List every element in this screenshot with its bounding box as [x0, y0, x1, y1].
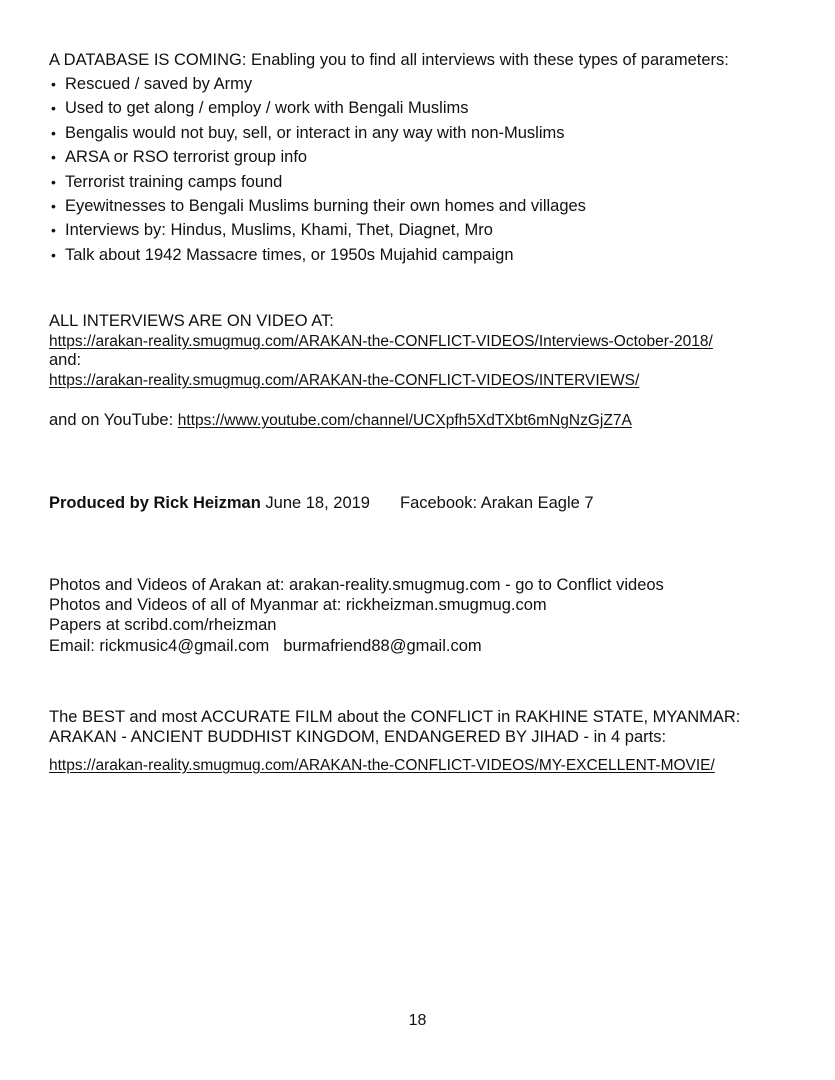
interviews-october-2018-link[interactable]: https://arakan-reality.smugmug.com/ARAKAN-the-CONFLICT-VIDEOS/Interviews-October-2018/: [49, 333, 713, 350]
database-heading: A DATABASE IS COMING: Enabling you to find all interviews with these types of parameters:: [49, 51, 729, 69]
film-line-1: The BEST and most ACCURATE FILM about the CONFLICT in RAKHINE STATE, MYANMAR:: [49, 708, 741, 726]
list-item: • Terrorist training camps found: [51, 172, 283, 191]
email-line: [49, 636, 819, 656]
youtube-line: [49, 410, 819, 431]
papers-line: Papers at scribd.com/rheizman: [49, 616, 277, 635]
list-item: • Used to get along / employ / work with Bengali Muslims: [51, 99, 469, 118]
youtube-label: and on YouTube:: [49, 411, 178, 429]
page-number: 18: [408, 1012, 427, 1029]
interviews-link[interactable]: https://arakan-reality.smugmug.com/ARAKAN-the-CONFLICT-VIDEOS/INTERVIEWS/: [49, 372, 640, 389]
and-label: and:: [49, 351, 82, 369]
producer-date: June 18, 2019: [260, 494, 370, 512]
contact-section: [49, 575, 819, 656]
bullet-icon: •: [51, 246, 56, 263]
film-section: [49, 707, 819, 748]
email-secondary: burmafriend88@gmail.com: [283, 636, 482, 655]
excellent-movie-link[interactable]: https://arakan-reality.smugmug.com/ARAKAN-the-CONFLICT-VIDEOS/MY-EXCELLENT-MOVIE/: [49, 757, 715, 774]
bullet-icon: •: [51, 149, 56, 166]
film-line-2: ARAKAN - ANCIENT BUDDHIST KINGDOM, ENDANGERED BY JIHAD - in 4 parts:: [49, 728, 667, 747]
arakan-photos-line: Photos and Videos of Arakan at: arakan-reality.smugmug.com - go to Conflict videos: [49, 576, 664, 594]
parameter-list: [49, 74, 586, 269]
list-item: • Bengalis would not buy, sell, or interact in any way with non-Muslims: [51, 123, 565, 142]
bullet-icon: •: [51, 173, 56, 190]
bullet-icon: •: [51, 197, 56, 214]
list-item: • Rescued / saved by Army: [51, 75, 253, 93]
list-item: • ARSA or RSO terrorist group info: [51, 148, 308, 167]
videos-heading: ALL INTERVIEWS ARE ON VIDEO AT:: [49, 312, 334, 330]
youtube-channel-link[interactable]: https://www.youtube.com/channel/UCXpfh5XdTXbt6mNgNzGjZ7A: [177, 412, 632, 429]
list-item: • Eyewitnesses to Bengali Muslims burning their own homes and villages: [51, 196, 586, 215]
bullet-icon: •: [51, 100, 56, 117]
producer-line: [49, 493, 819, 513]
list-item: • Talk about 1942 Massacre times, or 1950s Mujahid campaign: [51, 245, 514, 264]
facebook-label: Facebook: Arakan Eagle 7: [400, 494, 594, 512]
myanmar-photos-line: Photos and Videos of all of Myanmar at: rickheizman.smugmug.com: [49, 596, 547, 615]
producer-label: Produced by Rick Heizman: [49, 494, 261, 512]
bullet-icon: •: [51, 76, 56, 92]
bullet-icon: •: [51, 124, 56, 141]
bullet-icon: •: [51, 222, 56, 239]
email-primary: Email: rickmusic4@gmail.com: [49, 636, 270, 655]
list-item: • Interviews by: Hindus, Muslims, Khami, Thet, Diagnet, Mro: [51, 221, 493, 240]
